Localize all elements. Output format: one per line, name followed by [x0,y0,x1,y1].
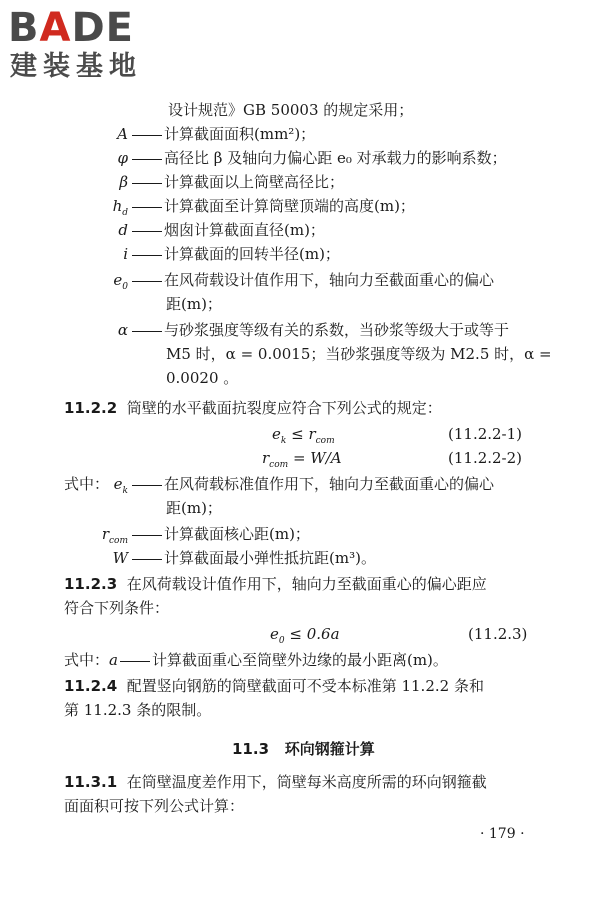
definition-e0-line2: 距(m)； [166,295,222,313]
symbol-e0: $e_0$ [113,271,128,292]
definition-a: 式中：a 计算截面重心至筒壁外边缘的最小距离(m)。 [64,651,448,669]
definition-rcom: 计算截面核心距(m)； [130,524,310,544]
definition-i: 计算截面的回转半径(m)； [130,244,340,264]
equation-number-11-2-2-1: (11.2.2-1) [448,425,523,443]
clause-11-3-1-line1: 11.3.1 在筒壁温度差作用下，筒壁每米高度所需的环向钢箍截 [64,773,487,791]
definition-hd: 计算截面至计算筒壁顶端的高度(m)； [130,196,415,216]
definition-beta: 计算截面以上筒壁高径比； [130,172,344,192]
symbol-alpha: α [117,321,128,339]
definition-A: 计算截面面积(mm²)； [130,124,315,144]
symbol-beta: β [119,173,128,191]
clause-11-2-3-line1: 11.2.3 在风荷载设计值作用下，轴向力至截面重心的偏心距应 [64,575,487,593]
definition-ek-line1: 在风荷载标准值作用下，轴向力至截面重心的偏心 [130,474,494,494]
whereas-label: 式中： [64,475,110,493]
symbol-ek: $e_k$ [113,475,128,496]
definition-e0-line1: 在风荷载设计值作用下，轴向力至截面重心的偏心 [130,270,494,290]
definition-phi: 高径比 β 及轴向力偏心距 e₀ 对承载力的影响系数； [130,148,507,168]
symbol-rcom: $r_{com}$ [101,525,128,546]
clause-11-2-4-line2: 第 11.2.3 条的限制。 [64,701,212,719]
bade-logo [8,6,178,86]
clause-11-2-4-line1: 11.2.4 配置竖向钢筋的筒壁截面可不受本标准第 11.2.2 条和 [64,677,484,695]
equation-11-2-3: $e_0 \le 0.6a$ [270,625,340,646]
clause-11-2-2: 11.2.2 筒壁的水平截面抗裂度应符合下列公式的规定： [64,399,442,417]
logo-wordmark: BADE [8,5,134,51]
symbol-phi: φ [117,149,128,167]
symbol-W: W [112,549,128,567]
definition-d: 烟囱计算截面直径(m)； [130,220,325,240]
symbol-i: i [123,245,128,263]
definition-continuation: 设计规范》GB 50003 的规定采用； [168,101,414,119]
equation-number-11-2-2-2: (11.2.2-2) [448,449,523,467]
definition-W: 计算截面最小弹性抵抗距(m³)。 [130,548,376,568]
symbol-d: d [118,221,128,239]
equation-11-2-2-1: $e_k \le r_{com}$ [272,425,335,446]
logo-subtitle: 建装基地 [10,51,142,82]
clause-11-2-3-line2: 符合下列条件： [64,599,170,617]
equation-11-2-2-2: $r_{com} = W/A$ [262,449,342,470]
symbol-A: A [117,125,128,143]
section-title: 11.3 环向钢箍计算 [232,740,375,758]
definition-alpha-line1: 与砂浆强度等级有关的系数，当砂浆等级大于或等于 [130,320,509,340]
equation-number-11-2-3: (11.2.3) [468,625,528,643]
clause-11-3-1-line2: 面面积可按下列公式计算： [64,797,245,815]
symbol-hd: $h_d$ [112,197,128,218]
definition-ek-line2: 距(m)； [166,499,222,517]
page-number: · 179 · [480,826,525,842]
definition-alpha-line3: 0.0020 。 [166,369,239,387]
definition-alpha-line2: M5 时，α = 0.0015；当砂浆强度等级为 M2.5 时，α = [166,345,552,363]
